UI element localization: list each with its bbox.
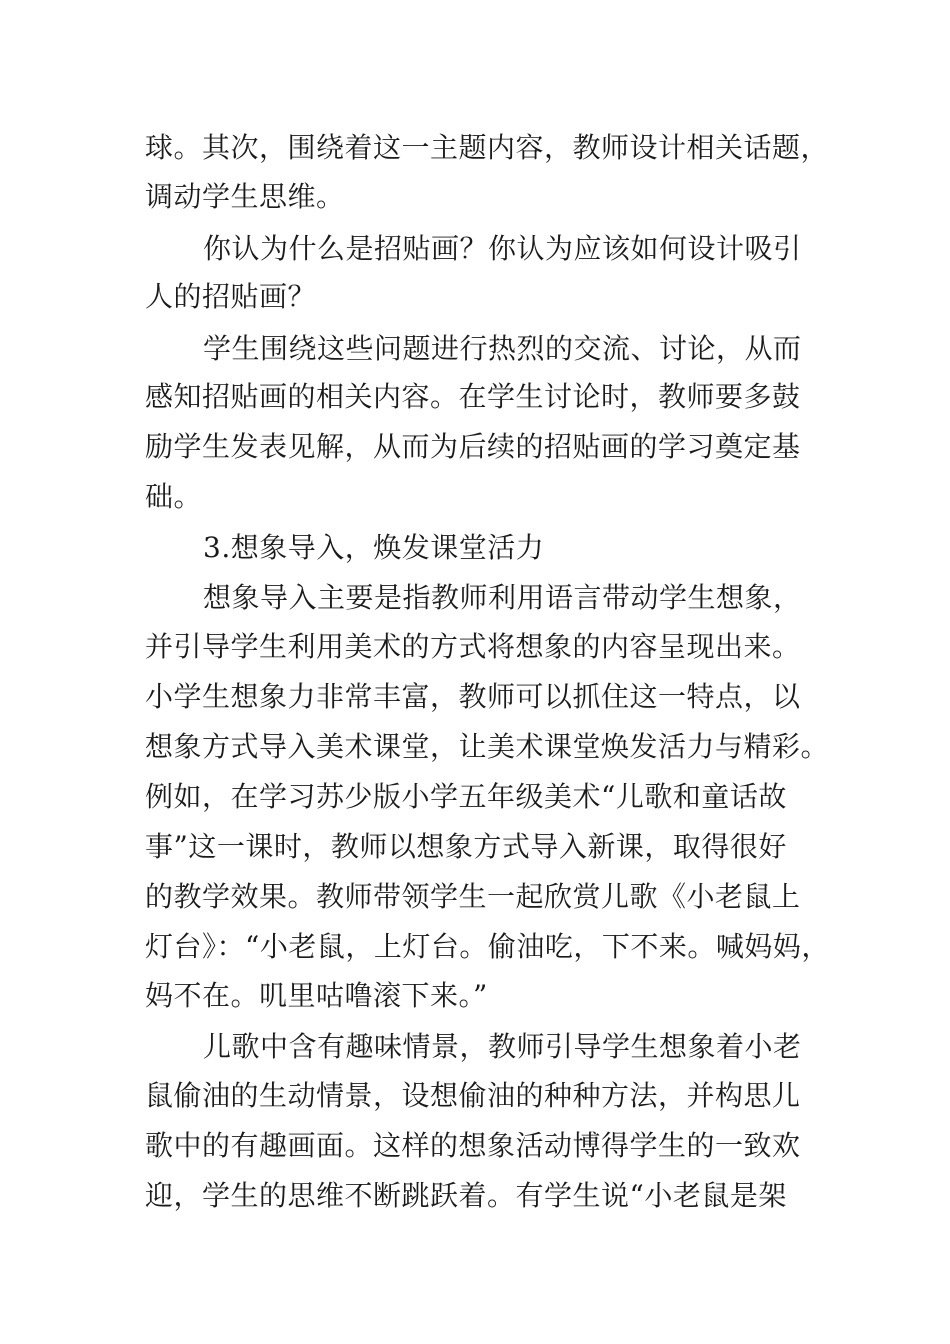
text-line: 妈不在。叽里咕噜滚下来。” [145, 979, 488, 1012]
text-line: 事”这一课时，教师以想象方式导入新课，取得很好 [145, 830, 787, 863]
text-line: 人的招贴画？ [145, 280, 317, 313]
text-line: 迎，学生的思维不断跳跃着。有学生说“小老鼠是架 [145, 1179, 787, 1212]
section-heading: 3.想象导入，焕发课堂活力 [203, 531, 545, 564]
text-line: 小学生想象力非常丰富，教师可以抓住这一特点，以 [145, 680, 801, 713]
text-line: 想象方式导入美术课堂，让美术课堂焕发活力与精彩。 [145, 730, 830, 763]
paragraph-start-line: 学生围绕这些问题进行热烈的交流、讨论，从而 [203, 332, 802, 365]
text-line: 础。 [145, 480, 203, 513]
text-line: 鼠偷油的生动情景，设想偷油的种种方法，并构思儿 [145, 1079, 801, 1112]
text-line: 灯台》：“小老鼠，上灯台。偷油吃，下不来。喊妈妈， [145, 930, 830, 963]
text-line: 并引导学生利用美术的方式将想象的内容呈现出来。 [145, 630, 801, 663]
text-line: 调动学生思维。 [145, 180, 345, 213]
paragraph-start-line: 你认为什么是招贴画？你认为应该如何设计吸引 [203, 232, 802, 265]
text-line: 球。其次，围绕着这一主题内容，教师设计相关话题， [145, 131, 830, 164]
text-line: 感知招贴画的相关内容。在学生讨论时，教师要多鼓 [145, 380, 801, 413]
text-line: 例如，在学习苏少版小学五年级美术“儿歌和童话故 [145, 780, 787, 813]
text-line: 励学生发表见解，从而为后续的招贴画的学习奠定基 [145, 430, 801, 463]
paragraph-start-line: 想象导入主要是指教师利用语言带动学生想象， [203, 581, 802, 614]
paragraph-start-line: 儿歌中含有趣味情景，教师引导学生想象着小老 [203, 1030, 802, 1063]
text-line: 歌中的有趣画面。这样的想象活动博得学生的一致欢 [145, 1129, 801, 1162]
text-line: 的教学效果。教师带领学生一起欣赏儿歌《小老鼠上 [145, 880, 801, 913]
